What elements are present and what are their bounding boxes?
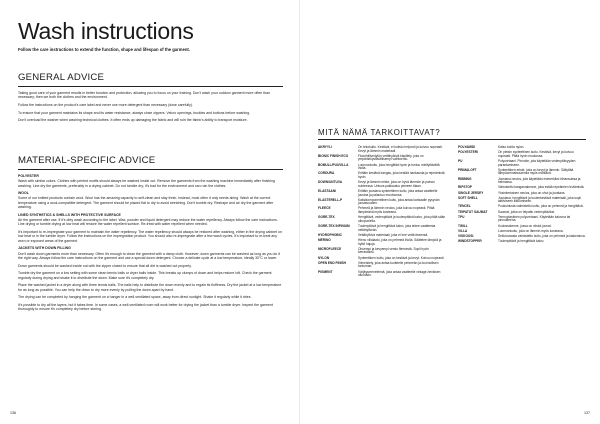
glossary-definition: Hieno villalaatu, joka on pehmeä iholla. Säätelee lämpöä ja hylkii hajuja. <box>358 238 442 246</box>
glossary-term: ELASTAANI <box>318 188 337 193</box>
glossary-term: VILLA <box>458 228 468 233</box>
glossary-definition: Selluloosasta valmistettu kuitu, joka on pehmeä ja laskeutuva. <box>498 234 586 238</box>
page-number-left: 136 <box>10 411 16 415</box>
glossary-term: CORDURA <box>318 171 335 176</box>
glossary-term: SOFT SHELL <box>458 195 478 200</box>
glossary-definition: Synteettinen eriste, joka on kevyt ja lämmin. Säilyttää lämpöominaisuutensa myös märkänä. <box>498 167 574 176</box>
paragraph: Don't overload the washer when washing technical clothes. It often ends up damaging the fabric and will ruin the fabric's ability to transport moisture. <box>18 118 248 123</box>
glossary-entry <box>458 146 586 150</box>
glossary-definition: Vahvistettu kangasrakenne, joka estää repeämien leviämistä. <box>498 185 585 190</box>
section-title: LINED SYNTHETICS & SHELLS WITH PROTECTIVE SURFACE <box>18 212 121 217</box>
divider <box>18 86 283 87</box>
glossary-term: OPEN END FINISH <box>318 260 346 265</box>
glossary-term: SINGLE JERSEY <box>458 190 484 195</box>
glossary-term: PU <box>458 158 463 163</box>
glossary-entry <box>318 172 446 179</box>
paragraph: To ensure that your garment maintains its shape and its water resistance, always close zippers, Velcro openings, buckles and buttons before washing. <box>18 110 251 115</box>
glossary-term: RIBBING <box>458 176 472 181</box>
glossary-entry <box>318 199 446 206</box>
glossary-definition: Pehmeä ja lämmin neulos, joka kuivuu nopeasti. Pitää lämpimänä myös kosteana. <box>358 206 435 215</box>
glossary-definition: Puukuidusta valmistettu kuitu, joka on pehmeä ja hengittävä. <box>498 204 584 209</box>
glossary-definition: Viimeistely, joka antaa tuotteelle pehmeän ja luonnollisen tuntuman. <box>358 260 439 269</box>
glossary-term: TWILL <box>458 223 468 228</box>
glossary-column-b <box>458 146 586 245</box>
glossary-entry <box>318 239 446 246</box>
glossary-definition: Katso kohta nylon. <box>498 145 525 149</box>
glossary-term: POLYESTERI <box>458 150 478 155</box>
glossary-term: DOWN/UNTUVA <box>318 180 343 185</box>
section-title: JACKETS WITH DOWN FILLING <box>18 246 71 251</box>
page-number-right: 137 <box>584 411 590 415</box>
general-advice-heading: GENERAL ADVICE <box>18 72 105 83</box>
glossary-definition: Polyuretaani. Pinnoite, jota käytetään vedenpitävyyden parantamiseen. <box>498 158 576 167</box>
glossary-entry <box>458 160 586 167</box>
glossary-definition: Erittäin kestävä kangas, joka kestää hankausta ja repeämistä hyvin. <box>358 171 445 179</box>
glossary-term: HYDROPHOBIC <box>318 232 342 237</box>
glossary-term: MICROFLEECE <box>318 246 342 251</box>
glossary-definition: Luonnonkuitu, joka hengittää hyvin ja tuntuu miellyttävältä iholla. <box>358 162 440 171</box>
paragraph: It's important to re-impregnate your garment to maintain the water repellency. The water repellency should always be restored after washing, either in the drying cabinet on low heat or in the tumble dryer. Follow the instructions on the impregnation product. You should also re-impregnate after a few wash cycles. It's important to re-treat any worn or exposed areas of the garment. <box>18 230 282 243</box>
section-title: WOOL <box>18 191 29 196</box>
glossary-definition: Erittäin joustava synteettinen kuitu, joka antaa vaatteelle joustoa ja palautuu muotoonsa. <box>358 188 438 197</box>
glossary-entry <box>458 205 586 209</box>
paragraph: It's possible to dry all the layers, but it takes time. In some cases, a well-ventilated room will work better for drying the jacket than a tumble dryer. Inspect the garment thoroughly to ensure it's completely dry before storing. <box>18 302 273 312</box>
glossary-definition: Luonnonkuitu, joka on lämmin myös kosteana. <box>498 228 564 233</box>
glossary-term: POLYAMIDI <box>458 145 476 149</box>
glossary-entry <box>318 181 446 188</box>
paragraph: Down garments should be washed inside out with the zipper closed to ensure that all dirt is washed out properly. <box>18 263 192 268</box>
glossary-term: AKRYYLI <box>318 145 332 149</box>
general-advice-section <box>18 72 283 126</box>
right-page <box>300 0 600 424</box>
paragraph: Place the washed jacket in a dryer along with three tennis balls. The balls help to distribute the down evenly and to regain its fluffiness. Dry the jacket at a low temperature for as long as possible. You can help the down to dry more evenly by pulling the down apart by hand. <box>18 283 282 292</box>
page-title: Wash instructions <box>18 18 194 44</box>
glossary-entry <box>318 155 446 162</box>
glossary-entry <box>318 248 446 255</box>
glossary-entry <box>318 146 446 153</box>
paragraph: Follow the instructions on the product's care label and never use more detergent than necessary (dose carefully). <box>18 103 193 107</box>
glossary-definition: Kaksikomponenttinen kuitu, joka antaa kankaalle pysyvän joustavuuden. <box>358 197 440 206</box>
glossary-definition: Fluorihiilivedytön vettähylkivä käsittely, joka on ympäristöystävällisempi vaihtoehto. <box>358 153 424 162</box>
glossary-term: NYLON <box>318 255 330 260</box>
glossary-entry <box>458 197 586 204</box>
paragraph: Don't wash down garments more than necessary. Often it's enough to clean the garment with a damp cloth. However, down garments can be washed as long as you do it the right way. Always follow the care instructions on the garment and use a special down detergent. Choose a delicate cycle at a low temperature, ideally 30°C or lower. <box>18 251 280 261</box>
glossary-definition: Synteettinen kuitu, joka on kestävä ja kevyt. Kuivuu nopeasti. <box>358 255 445 260</box>
material-advice-heading: MATERIAL-SPECIFIC ADVICE <box>18 155 156 166</box>
glossary-term: PIGMENT <box>318 269 333 274</box>
glossary-term: ELASTERELL-P <box>318 197 343 202</box>
paragraph: Wash with similar colors. Clothes with printed motifs should always be washed inside out. Remove the garments from the washing machine immediately after finishing washing. Line dry the garments, preferably in a drying cabinet. Do not tumble dry; it's bad for the environment and can ruin the clothes. <box>18 179 275 188</box>
glossary-definition: Tuulenpitävä ja hengittävä kalvo, joka tekee vaatteesta vettähylkivän. <box>358 224 436 232</box>
glossary-column-a <box>318 146 446 279</box>
glossary-entry <box>458 211 586 215</box>
paragraph: Air the garment after use. If it's dirty wash according to the label. Wax, powder and liquid detergent may reduce the water repellency. Always follow the care instructions. Line drying or tumble drying at low heat will restore the water repellent surface. Re-treat with water repellent when needed. <box>18 218 278 227</box>
glossary-entry <box>458 216 586 223</box>
glossary-term: WINDSTOPPER <box>458 239 482 244</box>
glossary-entry <box>458 240 586 244</box>
glossary-entry <box>458 151 586 158</box>
glossary-definition: Kevyt ja lämmin eriste, joka on hyvä lämmön ja painon suhteessa. Untuva pakkautuu pieneen tilaan. <box>358 180 435 188</box>
section-title: POLYESTER <box>18 174 39 178</box>
glossary-entry <box>318 262 446 269</box>
glossary-entry <box>458 178 586 185</box>
glossary-definition: Kudosrakenne, jossa on viistot juovat. <box>498 223 552 228</box>
glossary-term: FLEECE <box>318 206 331 211</box>
paragraph: The drying can be completed by hanging the garment on a hanger in a well-ventilated space, away from direct sunlight. Shake it regularly while it dries. <box>18 295 252 300</box>
glossary-entry <box>458 225 586 229</box>
divider <box>318 139 586 140</box>
glossary-definition: Ohuempi ja kevyempi versio fleecestä. Sopii hyvin kerrastoksi. <box>358 246 429 255</box>
glossary-definition: Yksinkertainen neulos, joka on ohut ja joustava. <box>498 190 566 195</box>
glossary-entry <box>318 234 446 238</box>
glossary-entry <box>458 230 586 234</box>
page-subtitle: Follow the care instructions to extend the function, shape and lifespan of the garment. <box>18 47 190 52</box>
glossary-entry <box>318 225 446 232</box>
glossary-term: TEIPATUT SAUMAT <box>458 209 488 214</box>
glossary-heading: MITÄ NÄMÄ TARKOITTAVAT? <box>318 128 441 137</box>
glossary-entry <box>318 190 446 197</box>
glossary-definition: Vettähylkivä materiaali, joka ei ime vettä itseensä. <box>358 232 429 237</box>
glossary-definition: Joustava neulos, jota käytetään esimerkiksi hihansuissa ja helmassa. <box>498 176 581 185</box>
glossary-term: BIONIC FINISH ECO <box>318 153 349 158</box>
glossary-term: VISKOOSI <box>458 234 474 238</box>
glossary-entry <box>318 216 446 223</box>
glossary-entry <box>458 192 586 196</box>
glossary-term: MERINO <box>318 238 331 242</box>
paragraph: Taking good care of your garment results in better function and protection, allowing you to focus on your training. Don't wash your outdoor garment more often than necessary; then we both the clothes and the environment. <box>18 91 271 100</box>
glossary-entry <box>458 186 586 190</box>
glossary-definition: Hengittävä, vedenpitävä ja tuulenpitävä kalvo, joka pitää sään ulkopuolella. <box>358 215 446 223</box>
glossary-entry <box>318 164 446 171</box>
glossary-entry <box>458 169 586 176</box>
glossary-definition: Termoplastinen polyuretaani. Käytetään kalvona tai pinnoitteena. <box>498 214 571 223</box>
glossary-term: GORE-TEX INFINIUM <box>318 224 350 229</box>
paragraph: Some of our knitted products contain wool. Wool has the amazing capacity to self-clean and stay fresh. Instead, most often it only needs airing. Wash at the correct temperature using a wool-compatible detergent. The garment should be placed flat to dry to avoid stretching. Don't tumble dry. Reshape and air dry the garment after washing. <box>18 196 274 210</box>
glossary-term: BOMULL/PUUVILLA <box>318 162 349 167</box>
glossary-term: TPU <box>458 214 465 219</box>
paragraph: Tumble dry the garment on a low setting with some clean tennis balls or dryer balls inside. This breaks up clumps of down and helps restore loft. Check the garment regularly during drying and shake it to distribute the down. Make sure it's completely dry. <box>18 271 272 280</box>
glossary-entry <box>458 235 586 239</box>
material-advice-section <box>18 155 283 315</box>
glossary-term: GORE-TEX <box>318 215 335 220</box>
glossary-term: PRIMALOFT <box>458 167 477 172</box>
glossary-entry <box>318 257 446 261</box>
glossary-definition: On tekokuitu. Kestävä, ei kutistu helposti ja kuivuu nopeasti. Kevyt ja lämmin materiaali. <box>358 145 443 153</box>
glossary-definition: Tuulenpitävä ja hengittävä kalvo. <box>498 239 545 244</box>
glossary-entry <box>318 271 446 278</box>
divider <box>18 169 283 170</box>
glossary-definition: Saumat, jotka on teipattu vedenpitäviksi. <box>498 209 556 214</box>
glossary-term: TENCEL <box>458 204 471 209</box>
glossary-definition: Värjäysmenetelmä, joka antaa vaatteelle vintage-henkisen ulkonäön. <box>358 269 441 278</box>
glossary-definition: Joustava, hengittävä ja tuulenkestävä materiaali, joka sopii aktiiviseen liikkumiseen. <box>498 195 581 204</box>
glossary-entry <box>318 207 446 214</box>
glossary-definition: On yleisin synteettinen kuitu. Kestävä, kevyt ja kuivuu nopeasti. Pitää hyvin muotonsa. <box>498 150 574 158</box>
glossary-term: RIPSTOP <box>458 185 472 190</box>
